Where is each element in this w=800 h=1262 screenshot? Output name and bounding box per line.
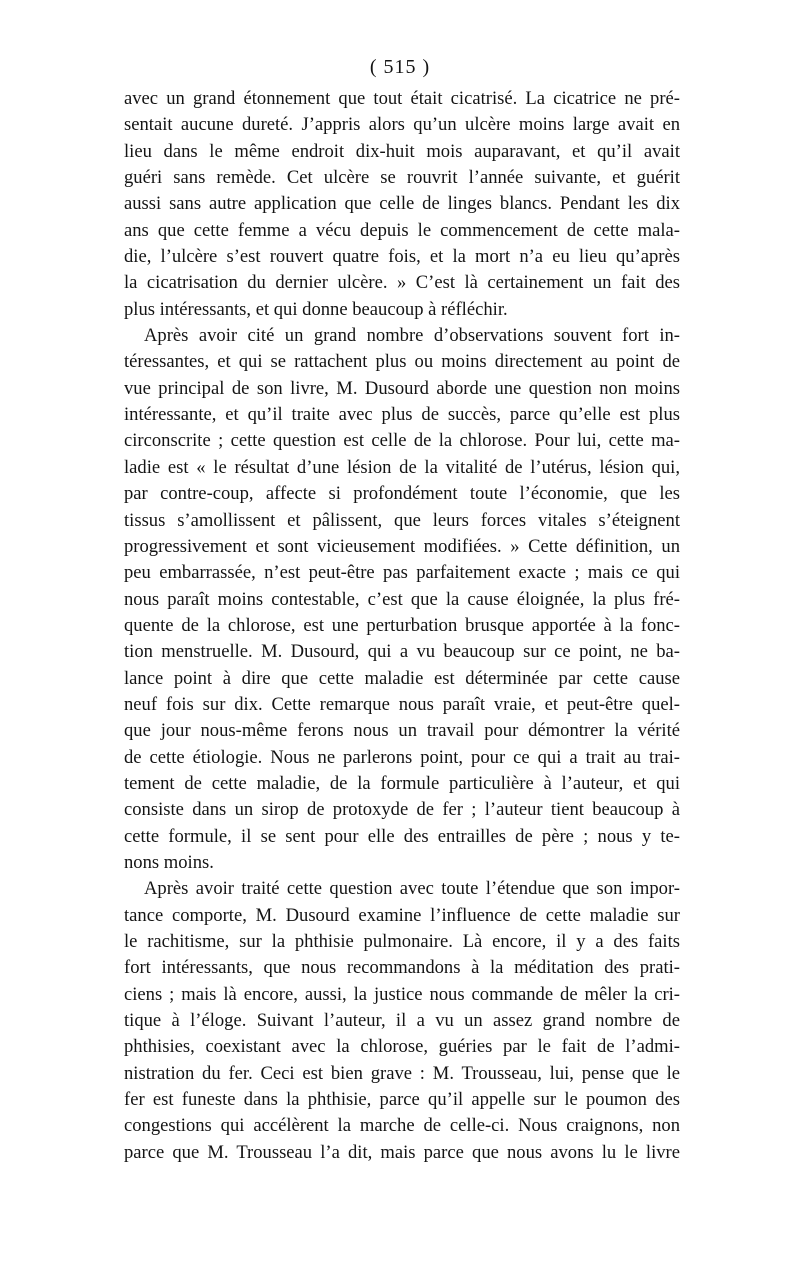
text-line: congestions qui accélèrent la marche de celle-ci. Nous craignons, non <box>124 1115 680 1137</box>
text-line: sentait aucune dureté. J’appris alors qu’un ulcère moins large avait en <box>124 114 680 136</box>
text-line: consiste dans un sirop de protoxyde de fer ; l’auteur tient beaucoup à <box>124 799 680 821</box>
text-line: tion menstruelle. M. Dusourd, qui a vu beaucoup sur ce point, ne ba- <box>124 641 680 663</box>
text-line: tance comporte, M. Dusourd examine l’influence de cette maladie sur <box>124 904 680 926</box>
text-line: quente de la chlorose, est une perturbation brusque apportée à la fonc- <box>124 614 680 636</box>
text-line: tement de cette maladie, de la formule particulière à l’auteur, et qui <box>124 772 680 794</box>
text-line: guéri sans remède. Cet ulcère se rouvrit l’année suivante, et guérit <box>124 167 680 189</box>
text-line: nistration du fer. Ceci est bien grave : M. Trousseau, lui, pense que le <box>124 1062 680 1084</box>
text-line: la cicatrisation du dernier ulcère. » C’est là certainement un fait des <box>124 272 680 294</box>
text-line: avec un grand étonnement que tout était cicatrisé. La cicatrice ne pré- <box>124 88 680 109</box>
text-line: Après avoir traité cette question avec toute l’étendue que son impor- <box>144 878 680 900</box>
text-line: téressantes, et qui se rattachent plus ou moins directement au point de <box>124 351 680 373</box>
body-text <box>124 86 680 1166</box>
text-line: neuf fois sur dix. Cette remarque nous paraît vraie, et peut-être quel- <box>124 693 680 715</box>
text-line: le rachitisme, sur la phthisie pulmonaire. Là encore, il y a des faits <box>124 931 680 952</box>
text-line: intéressante, et qu’il traite avec plus de succès, parce qu’elle est plus <box>124 404 680 426</box>
text-line: fort intéressants, que nous recommandons à la méditation des prati- <box>124 957 680 979</box>
text-line: parce que M. Trousseau l’a dit, mais parce que nous avons lu le livre <box>124 1141 680 1163</box>
text-line: tissus s’amollissent et pâlissent, que leurs forces vitales s’éteignent <box>124 509 680 531</box>
text-line: die, l’ulcère s’est rouvert quatre fois, et la mort n’a eu lieu qu’après <box>124 246 680 268</box>
text-line: cette formule, il se sent pour elle des entrailles de père ; nous y te- <box>124 825 680 847</box>
text-line: circonscrite ; cette question est celle de la chlorose. Pour lui, cette ma- <box>124 430 680 452</box>
text-line: aussi sans autre application que celle de linges blancs. Pendant les dix <box>124 193 680 215</box>
text-line: peu embarrassée, n’est peut-être pas parfaitement exacte ; mais ce qui <box>124 562 680 584</box>
text-line: plus intéressants, et qui donne beaucoup à réfléchir. <box>124 298 508 320</box>
text-line: progressivement et sont vicieusement modifiées. » Cette définition, un <box>124 535 680 557</box>
text-line: tique à l’éloge. Suivant l’auteur, il a vu un assez grand nombre de <box>124 1010 680 1032</box>
text-line: lieu dans le même endroit dix-huit mois auparavant, et qu’il avait <box>124 140 680 162</box>
text-line: nons moins. <box>124 851 214 873</box>
text-line: phthisies, coexistant avec la chlorose, guéries par le fait de l’admi- <box>124 1036 680 1058</box>
text-line: nous paraît moins contestable, c’est que la cause éloignée, la plus fré- <box>124 588 680 610</box>
text-line: de cette étiologie. Nous ne parlerons point, pour ce qui a trait au trai- <box>124 746 680 768</box>
text-line: ans que cette femme a vécu depuis le commencement de cette mala- <box>124 219 680 241</box>
text-line: Après avoir cité un grand nombre d’observations souvent fort in- <box>144 325 680 347</box>
text-line: lance point à dire que cette maladie est déterminée par cette cause <box>124 667 680 689</box>
page-number: ( 515 ) <box>369 56 431 78</box>
text-line: ciens ; mais là encore, aussi, la justice nous commande de mêler la cri- <box>124 983 680 1005</box>
text-line: ladie est « le résultat d’une lésion de la vitalité de l’utérus, lésion qui, <box>124 456 680 478</box>
text-line: par contre-coup, affecte si profondément toute l’économie, que les <box>124 483 680 505</box>
text-line: vue principal de son livre, M. Dusourd aborde une question non moins <box>124 377 680 399</box>
text-line: que jour nous-même ferons nous un travail pour démontrer la vérité <box>124 720 680 742</box>
text-line: fer est funeste dans la phthisie, parce qu’il appelle sur le poumon des <box>124 1089 680 1111</box>
